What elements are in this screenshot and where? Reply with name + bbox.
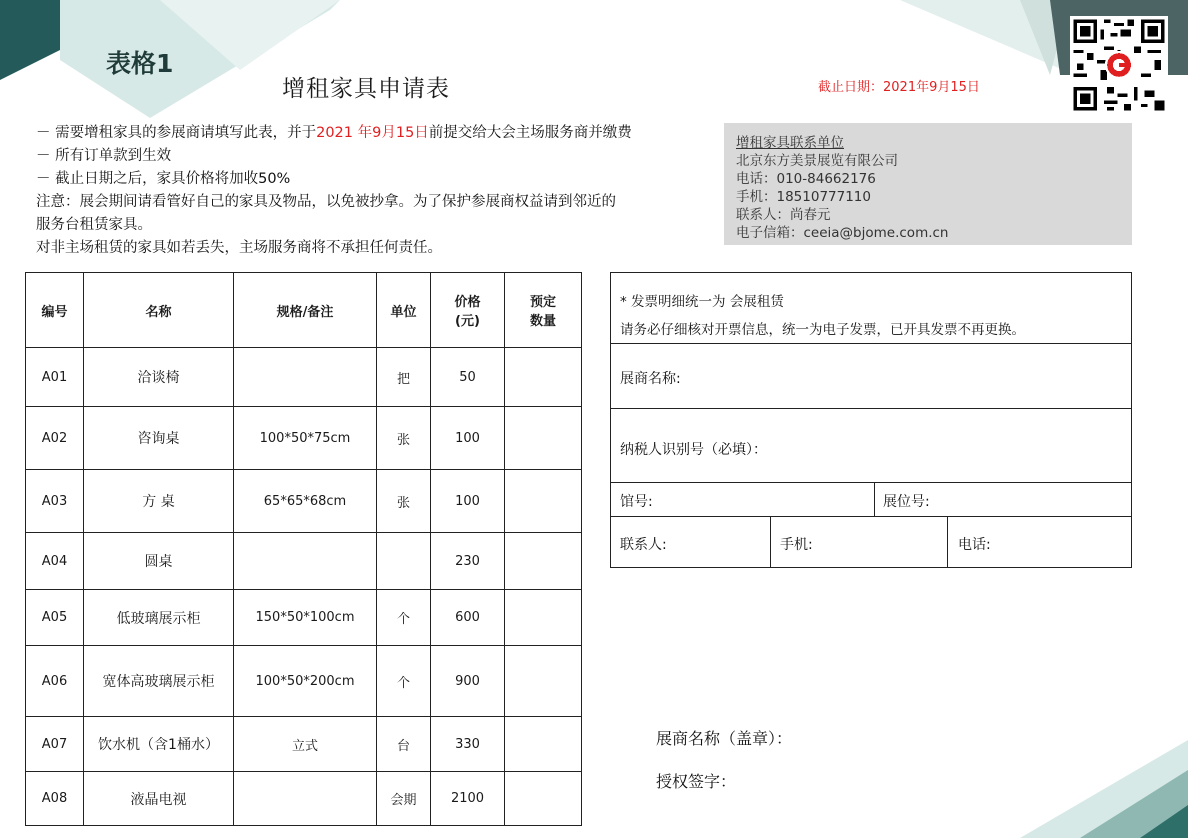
exhibitor-name-field[interactable]: [611, 344, 1131, 408]
quantity-input[interactable]: [505, 348, 582, 407]
quantity-input[interactable]: [505, 646, 582, 717]
note-line-4: 注意：展会期间请看管好自己的家具及物品，以免被抄拿。为了保护参展商权益请到邻近的: [36, 194, 616, 210]
note-line-6: 对非主场租赁的家具如若丢失，主场服务商将不承担任何责任。: [36, 240, 442, 256]
table-row: A03 方 桌 65*65*68cm 张 100: [26, 470, 582, 533]
note-line-3: － 截止日期之后，家具价格将加收50%: [36, 171, 291, 187]
phone-label: 电话:: [958, 537, 991, 553]
table-row: A07 饮水机（含1桶水） 立式 台 330: [26, 717, 582, 772]
header-unit: 单位: [377, 273, 431, 348]
phone-field[interactable]: [948, 517, 1131, 567]
note-line-1: － 需要增租家具的参展商请填写此表，并于2021 年9月15日前提交给大会主场服务商并缴费: [36, 125, 632, 141]
table-row: A05 低玻璃展示柜 150*50*100cm 个 600: [26, 590, 582, 646]
contact-box: [724, 123, 1132, 245]
notes-block: [36, 122, 726, 260]
contact-company: 北京东方美景展览有限公司: [736, 153, 898, 169]
quantity-input[interactable]: [505, 590, 582, 646]
note-line-5: 服务台租赁家具。: [36, 217, 152, 233]
exhibitor-name-label: 展商名称:: [620, 371, 681, 387]
table-row: A06 宽体高玻璃展示柜 100*50*200cm 个 900: [26, 646, 582, 717]
page-title: 增租家具申请表: [282, 76, 450, 102]
furniture-table: [25, 272, 582, 826]
table-row: A08 液晶电视 会期 2100: [26, 772, 582, 826]
tax-id-label: 纳税人识别号（必填）：: [620, 442, 767, 458]
table-row: A02 咨询桌 100*50*75cm 张 100: [26, 407, 582, 470]
contact-person-label: 联系人:: [620, 537, 667, 553]
note-line-2: － 所有订单款到生效: [36, 148, 172, 164]
table-header-row: [26, 273, 582, 348]
tax-id-field[interactable]: [611, 409, 1131, 482]
quantity-input[interactable]: [505, 407, 582, 470]
contact-mobile: 手机：18510777110: [736, 189, 871, 205]
qr-code-icon: [1070, 16, 1168, 114]
contact-heading: 增租家具联系单位: [736, 135, 844, 151]
bottom-right-decoration: [1020, 720, 1188, 838]
quantity-input[interactable]: [505, 717, 582, 772]
quantity-input[interactable]: [505, 470, 582, 533]
contact-phone: 电话：010-84662176: [736, 171, 876, 187]
mobile-label: 手机:: [780, 537, 813, 553]
invoice-form: [610, 272, 1132, 568]
form-number: 表格1: [106, 49, 174, 78]
hall-number-label: 馆号:: [620, 494, 653, 510]
quantity-input[interactable]: [505, 533, 582, 590]
hall-number-field[interactable]: [611, 483, 874, 516]
booth-number-label: 展位号:: [883, 494, 930, 510]
header-spec: 规格/备注: [234, 273, 377, 348]
deadline-text: 截止日期：2021年9月15日: [818, 80, 980, 95]
company-stamp-label: 展商名称（盖章）：: [656, 729, 793, 748]
header-code: 编号: [26, 273, 84, 348]
quantity-input[interactable]: [505, 772, 582, 826]
table-row: A01 洽谈椅 把 50: [26, 348, 582, 407]
contact-email: 电子信箱：ceeia@bjome.com.cn: [736, 225, 949, 241]
note-deadline-date: 2021 年9月15日: [316, 125, 429, 141]
header-quantity: 预定 数量: [505, 273, 582, 348]
contact-person: 联系人：尚春元: [736, 207, 831, 223]
invoice-note: * 发票明细统一为 会展租赁: [620, 294, 784, 310]
mobile-field[interactable]: [771, 517, 947, 567]
header-name: 名称: [84, 273, 234, 348]
table-row: A04 圆桌 230: [26, 533, 582, 590]
authorized-signature-label: 授权签字：: [656, 772, 737, 791]
header-price: 价格 (元): [431, 273, 505, 348]
contact-person-field[interactable]: [611, 517, 770, 567]
invoice-note-detail: 请务必仔细核对开票信息，统一为电子发票，已开具发票不再更换。: [620, 322, 1025, 338]
booth-number-field[interactable]: [875, 483, 1131, 516]
